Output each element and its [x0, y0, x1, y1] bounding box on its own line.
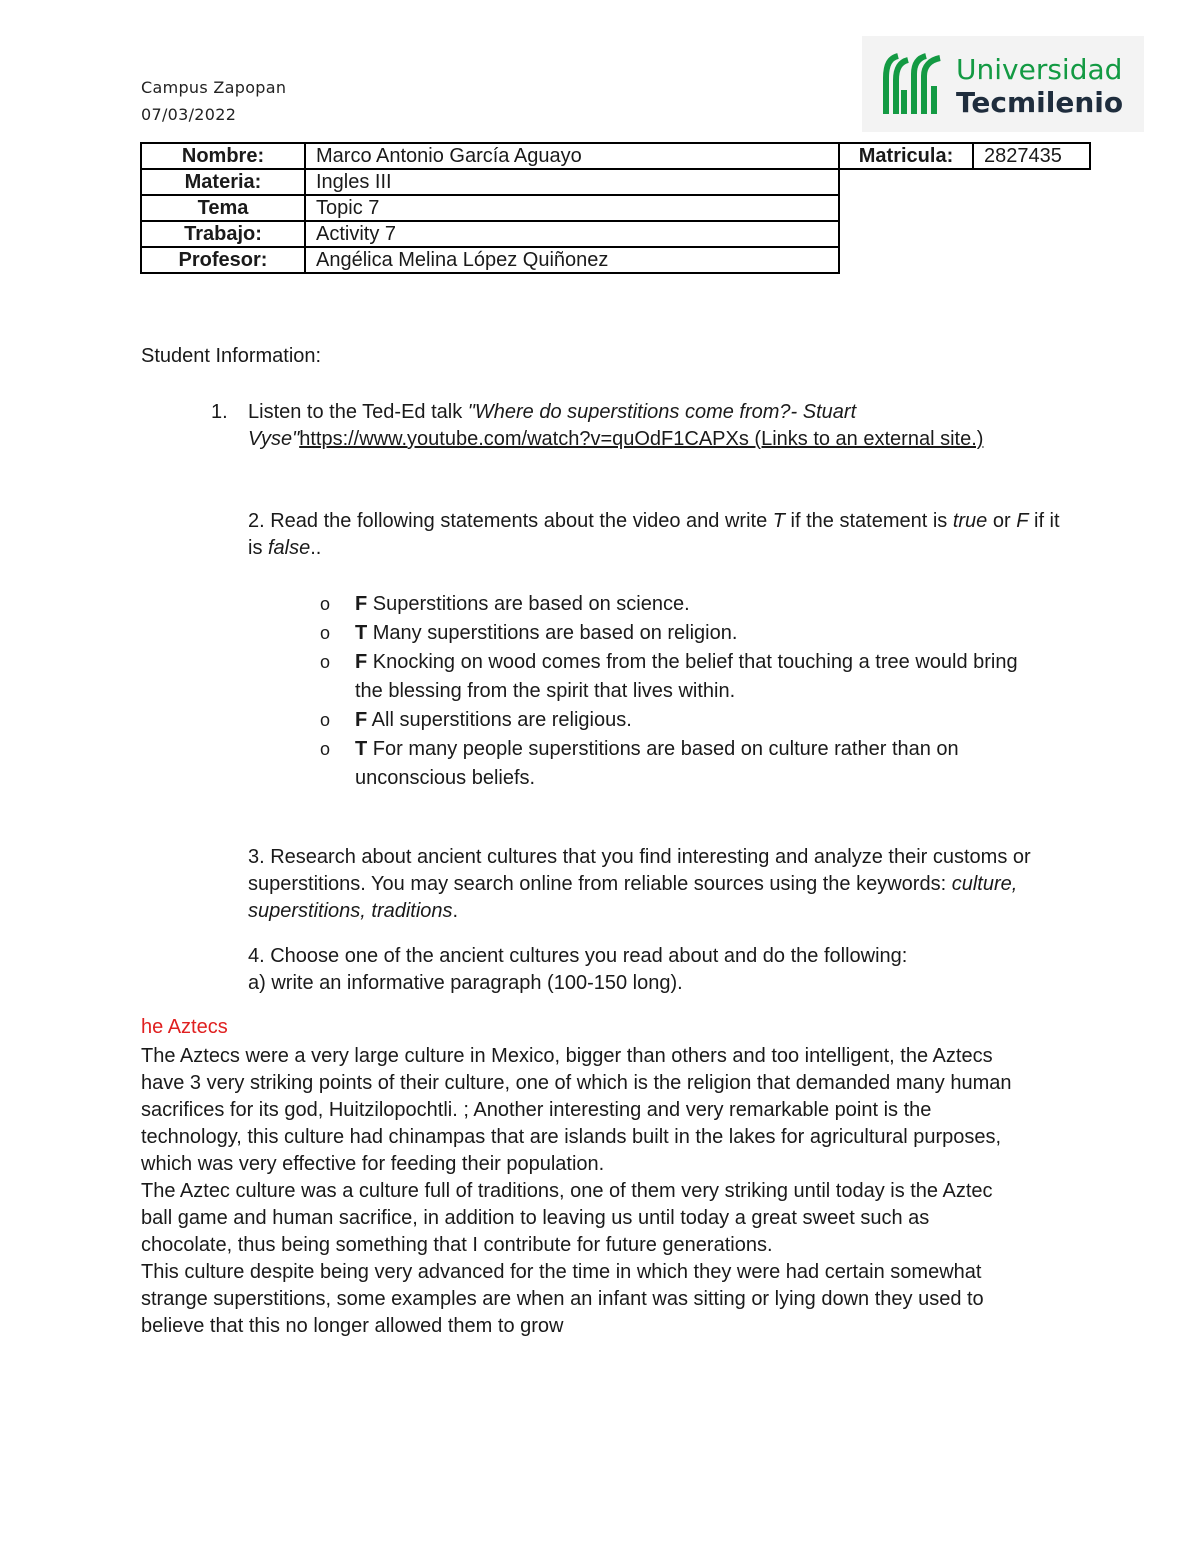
q2-t: T [772, 510, 785, 532]
table-blank [839, 247, 1090, 273]
list-item [320, 735, 1040, 793]
talk-title: "Where do superstitions come from?- Stuart Vyse" [248, 401, 857, 450]
essay-title: he Aztecs [141, 1016, 228, 1038]
statements-list [320, 590, 1040, 793]
student-info-table [140, 142, 1091, 274]
q2-text-c: or [987, 510, 1017, 532]
q2-f: F [1016, 510, 1029, 532]
statement-text: For many people superstitions are based on culture rather than on unconscious beliefs. [355, 738, 959, 789]
logo-line-universidad: Universidad [956, 53, 1123, 86]
profesor-label: Profesor: [141, 247, 305, 273]
statement-answer: F [355, 709, 368, 731]
question-1-number: 1. [211, 401, 228, 423]
q2-true: true [952, 510, 988, 532]
essay-paragraph-2: The Aztec culture was a culture full of traditions, one of them very striking until today is the Aztec ball game and human sacrifice, in addition to leaving us until today a great sweet such as chocolate, thus being something that I contribute for future generations. [141, 1180, 993, 1256]
q4-line-2: a) write an informative paragraph (100-150 long). [248, 972, 683, 994]
bullet-icon: o [320, 623, 331, 643]
q2-text-e: .. [310, 537, 322, 559]
statement-answer: T [355, 738, 368, 760]
tema-value: Topic 7 [305, 195, 839, 221]
statement-answer: T [355, 622, 368, 644]
logo-line-tecmilenio: Tecmilenio [956, 86, 1124, 119]
trabajo-label: Trabajo: [141, 221, 305, 247]
tema-label: Tema [141, 195, 305, 221]
table-row [141, 247, 1090, 273]
list-item [320, 619, 1040, 648]
document-date: 07/03/2022 [141, 105, 237, 124]
table-blank [839, 195, 1090, 221]
q2-text-a: 2. Read the following statements about the video and write [248, 510, 773, 532]
q2-false: false [268, 537, 311, 559]
header-block [141, 74, 286, 128]
statement-answer: F [355, 651, 368, 673]
university-logo [862, 36, 1144, 132]
statement-answer: F [355, 593, 368, 615]
table-row [141, 195, 1090, 221]
list-item [320, 648, 1040, 706]
table-blank [839, 221, 1090, 247]
question-2 [248, 508, 1068, 562]
table-row [141, 169, 1090, 195]
q2-text-b: if the statement is [784, 510, 953, 532]
q4-line-1: 4. Choose one of the ancient cultures you read about and do the following: [248, 945, 908, 967]
bullet-icon: o [320, 710, 331, 730]
matricula-label: Matricula: [839, 143, 973, 169]
nombre-value: Marco Antonio García Aguayo [305, 143, 839, 169]
bullet-icon: o [320, 652, 331, 672]
question-4 [248, 943, 1068, 997]
q3-end: . [452, 900, 459, 922]
essay-paragraph-3: This culture despite being very advanced for the time in which they were had certain somewhat strange superstitions, some examples are when an infant was sitting or lying down they used to believe that this no longer allowed them to grow [141, 1261, 984, 1337]
matricula-value: 2827435 [973, 143, 1090, 169]
essay-paragraph-1: The Aztecs were a very large culture in Mexico, bigger than others and too intelligent, the Aztecs have 3 very striking points of their culture, one of which is the religion that demanded many human sacrifices for its god, Huitzilopochtli. ; Another interesting and very remarkable point is the technology, this culture had chinampas that are islands built in the lakes for agricultural purposes, which was very effective for feeding their population. [141, 1045, 1012, 1175]
statement-text: Superstitions are based on science. [367, 593, 690, 615]
youtube-link[interactable]: https://www.youtube.com/watch?v=quOdF1CAPXs (Links to an external site.) [299, 428, 984, 450]
statement-text: Many superstitions are based on religion. [367, 622, 738, 644]
campus-name: Campus Zapopan [141, 78, 287, 97]
list-item [320, 706, 1040, 735]
question-3 [248, 844, 1068, 925]
table-row [141, 143, 1090, 169]
essay-body [141, 1043, 1021, 1340]
q3-keywords: culture, superstitions, traditions [248, 873, 1018, 922]
q3-text: 3. Research about ancient cultures that you find interesting and analyze their customs or superstitions. You may search online from reliable sources using the keywords: [248, 846, 1031, 895]
bullet-icon: o [320, 739, 331, 759]
materia-label: Materia: [141, 169, 305, 195]
trabajo-value: Activity 7 [305, 221, 839, 247]
question-1-text: Listen to the Ted-Ed talk [248, 401, 468, 423]
student-information-heading: Student Information: [141, 345, 322, 367]
table-row [141, 221, 1090, 247]
profesor-value: Angélica Melina López Quiñonez [305, 247, 839, 273]
list-item [320, 590, 1040, 619]
statement-text: All superstitions are religious. [367, 709, 632, 731]
materia-value: Ingles III [305, 169, 839, 195]
q2-text-d: if it is [248, 510, 1060, 559]
bullet-icon: o [320, 594, 331, 614]
statement-text: Knocking on wood comes from the belief that touching a tree would bring the blessing from the spirit that lives within. [355, 651, 1018, 702]
nombre-label: Nombre: [141, 143, 305, 169]
table-blank [839, 169, 1090, 195]
tecmilenio-logo-icon [880, 50, 948, 116]
